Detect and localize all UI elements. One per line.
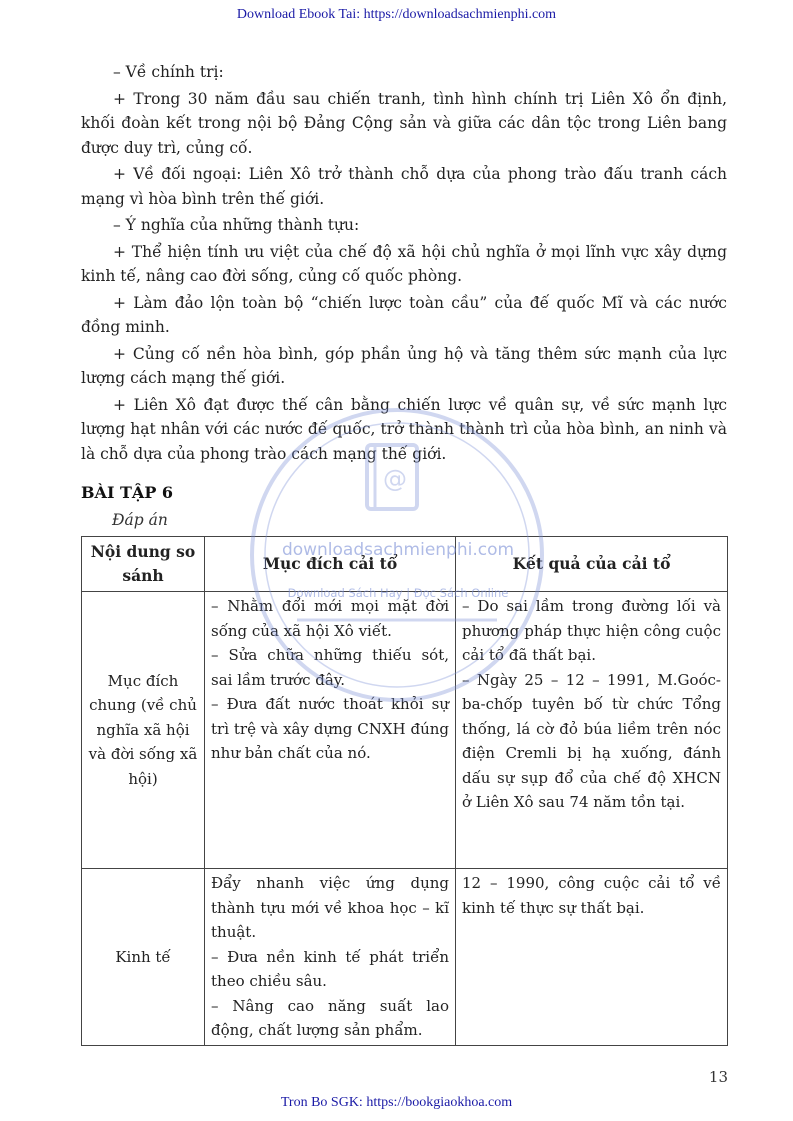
- table-header-row: [82, 537, 728, 592]
- paragraph: + Về đối ngoại: Liên Xô trở thành chỗ dựa của phong trào đấu tranh cách mạng vì hòa bình trên thế giới.: [81, 165, 727, 208]
- table-row: [82, 869, 728, 1046]
- row-label: Mục đích chung (về chủ nghĩa xã hội và đời sống xã hội): [82, 592, 205, 869]
- cell-line: – Đưa đất nước thoát khỏi sự trì trệ và xây dựng CNXH đúng như bản chất của nó.: [211, 695, 449, 762]
- cell-line: – Do sai lầm trong đường lối và phương pháp thực hiện công cuộc cải tổ đã thất bại.: [462, 597, 721, 664]
- watermark-subtext: Download Sách Hay | Đọc Sách Online: [287, 586, 509, 600]
- purpose-cell: [205, 592, 456, 869]
- table-row: [82, 592, 728, 869]
- header-download-link[interactable]: Download Ebook Tai: https://downloadsachmienphi.com: [236, 7, 557, 22]
- cell-line: Đẩy nhanh việc ứng dụng thành tựu mới về khoa học – kĩ thuật.: [211, 874, 449, 941]
- result-cell: [456, 869, 728, 1046]
- answer-label: Đáp án: [112, 511, 168, 529]
- page-number: 13: [708, 1068, 728, 1086]
- column-header-content: Nội dung so sánh: [82, 537, 205, 592]
- cell-line: – Nâng cao năng suất lao động, chất lượng sản phẩm.: [211, 996, 449, 1039]
- cell-line: 12 – 1990, công cuộc cải tổ về kinh tế thực sự thất bại.: [462, 874, 721, 917]
- footer-sgk-link[interactable]: Tron Bo SGK: https://bookgiaokhoa.com: [280, 1095, 513, 1110]
- exercise-title: BÀI TẬP 6: [81, 483, 174, 502]
- paragraph: + Thể hiện tính ưu việt của chế độ xã hội chủ nghĩa ở mọi lĩnh vực xây dựng kinh tế, nâng cao đời sống, củng cố quốc phòng.: [81, 242, 727, 285]
- paragraph: + Liên Xô đạt được thế cân bằng chiến lược về quân sự, về sức mạnh lực lượng hạt nhân với các nước đế quốc, trở thành thành trì của hòa bình, an ninh và là chỗ dựa của phong trào cách mạng thế giới.: [81, 395, 727, 463]
- row-label: Kinh tế: [82, 869, 205, 1046]
- paragraph: – Ý nghĩa của những thành tựu:: [113, 216, 360, 234]
- body-text: [81, 60, 727, 468]
- purpose-cell: [205, 869, 456, 1046]
- column-header-result: Kết quả của cải tổ: [456, 537, 728, 592]
- cell-line: – Nhằm đổi mới mọi mặt đời sống của xã hội Xô viết.: [211, 597, 449, 640]
- watermark-text: downloadsachmienphi.com: [281, 540, 515, 560]
- paragraph: – Về chính trị:: [113, 63, 224, 81]
- paragraph: + Trong 30 năm đầu sau chiến tranh, tình hình chính trị Liên Xô ổn định, khối đoàn kết trong nội bộ Đảng Cộng sản và giữa các dân tộc trong Liên bang được duy trì, củng cố.: [81, 89, 727, 157]
- paragraph: + Củng cố nền hòa bình, góp phần ủng hộ và tăng thêm sức mạnh của lực lượng cách mạng thế giới.: [81, 344, 727, 387]
- cell-line: – Sửa chữa những thiếu sót, sai lầm trước đây.: [211, 646, 449, 689]
- column-header-purpose: Mục đích cải tổ: [205, 537, 456, 592]
- svg-text:@: @: [383, 465, 407, 493]
- result-cell: [456, 592, 728, 869]
- paragraph: + Làm đảo lộn toàn bộ “chiến lược toàn cầu” của đế quốc Mĩ và các nước đồng minh.: [81, 293, 727, 336]
- cell-line: – Đưa nền kinh tế phát triển theo chiều sâu.: [211, 947, 449, 990]
- comparison-table: [81, 536, 728, 1046]
- cell-line: – Ngày 25 – 12 – 1991, M.Goóc-ba-chốp tuyên bố từ chức Tổng thống, lá cờ đỏ búa liềm trên nóc điện Cremli bị hạ xuống, đánh dấu sự sụp đổ của chế độ XHCN ở Liên Xô sau 74 năm tồn tại.: [462, 670, 721, 811]
